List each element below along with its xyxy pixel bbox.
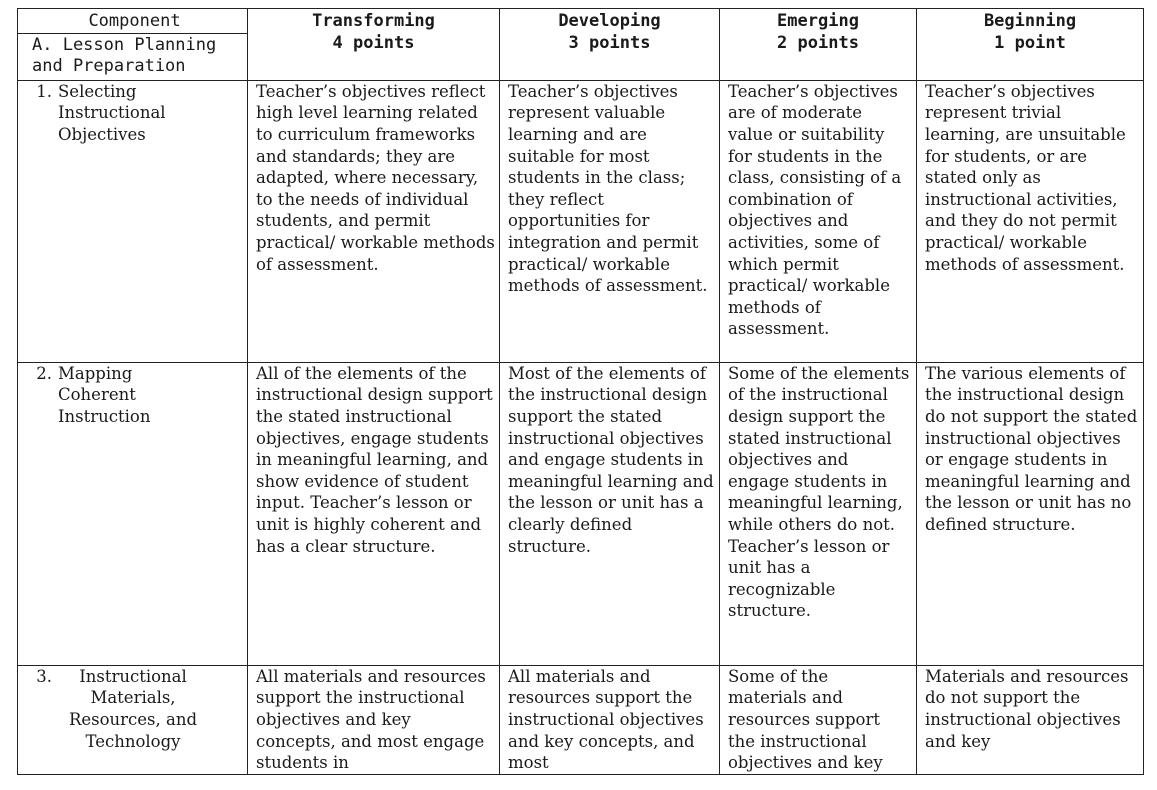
- level-name: Transforming: [312, 11, 435, 31]
- level-name: Emerging: [777, 11, 859, 31]
- component-number: 1.: [36, 81, 52, 101]
- component-cell: [18, 665, 248, 774]
- component-cell: [18, 80, 248, 362]
- table-row: [18, 80, 1144, 362]
- header-level-emerging: [720, 9, 917, 81]
- transforming-cell: Teacher’s objectives reflect high level learning related to curriculum frameworks and standards; they are adapted, where necessary, to the needs of individual students, and permit practical/ workable methods of assessment.: [248, 80, 500, 362]
- header-component-label: Component: [88, 11, 181, 31]
- rubric-table: [17, 8, 1144, 775]
- header-level-developing: [500, 9, 720, 81]
- header-level-beginning: [917, 9, 1144, 81]
- level-points: 4 points: [332, 32, 415, 53]
- emerging-cell: Teacher’s objectives are of moderate value or suitability for students in the class, consisting of a combination of objectives and activities, some of which permit practical/ workable methods of assessment.: [720, 80, 917, 362]
- table-row: [18, 665, 1144, 774]
- level-points: 3 points: [568, 32, 651, 53]
- level-name: Developing: [558, 11, 661, 31]
- header-section-label: A. Lesson Planning and Preparation: [18, 33, 247, 80]
- transforming-cell: All of the elements of the instructional design support the stated instructional objectives, engage students in meaningful learning, and show evidence of student input. Teacher’s lesson or unit is highly coherent and has a clear structure.: [248, 362, 500, 665]
- transforming-cell: All materials and resources support the instructional objectives and key concepts, and most engage students in: [248, 665, 500, 774]
- component-name: Instructional Materials, Resources, and Technology: [68, 666, 198, 751]
- emerging-cell: Some of the elements of the instructional design support the stated instructional objectives and engage students in meaningful learning, while others do not. Teacher’s lesson or unit has a recognizable structure.: [720, 362, 917, 665]
- developing-cell: All materials and resources support the instructional objectives and key concepts, and most: [500, 665, 720, 774]
- component-number: 3.: [36, 666, 52, 686]
- header-component-cell: [18, 9, 248, 81]
- developing-cell: Teacher’s objectives represent valuable learning and are suitable for most students in the class; they reflect opportunities for integration and permit practical/ workable methods of assessment.: [500, 80, 720, 362]
- emerging-cell: Some of the materials and resources support the instructional objectives and key: [720, 665, 917, 774]
- beginning-cell: Teacher’s objectives represent trivial learning, are unsuitable for students, or are stated only as instructional activities, and they do not permit practical/ workable methods of assessment.: [917, 80, 1144, 362]
- beginning-cell: Materials and resources do not support the instructional objectives and key: [917, 665, 1144, 774]
- beginning-cell: The various elements of the instructional design do not support the stated instructional objectives or engage students in meaningful learning and the lesson or unit has no defined structure.: [917, 362, 1144, 665]
- component-number: 2.: [36, 363, 52, 383]
- component-cell: [18, 362, 248, 665]
- level-points: 1 point: [994, 32, 1066, 53]
- component-name: Selecting Instructional Objectives: [58, 81, 166, 144]
- header-level-transforming: [248, 9, 500, 81]
- level-name: Beginning: [983, 11, 1077, 31]
- developing-cell: Most of the elements of the instructional design support the stated instructional objectives and engage students in meaningful learning and the lesson or unit has a clearly defined structure.: [500, 362, 720, 665]
- table-row: [18, 362, 1144, 665]
- header-row: [18, 9, 1144, 81]
- level-points: 2 points: [777, 32, 859, 53]
- component-name: Mapping Coherent Instruction: [58, 363, 151, 426]
